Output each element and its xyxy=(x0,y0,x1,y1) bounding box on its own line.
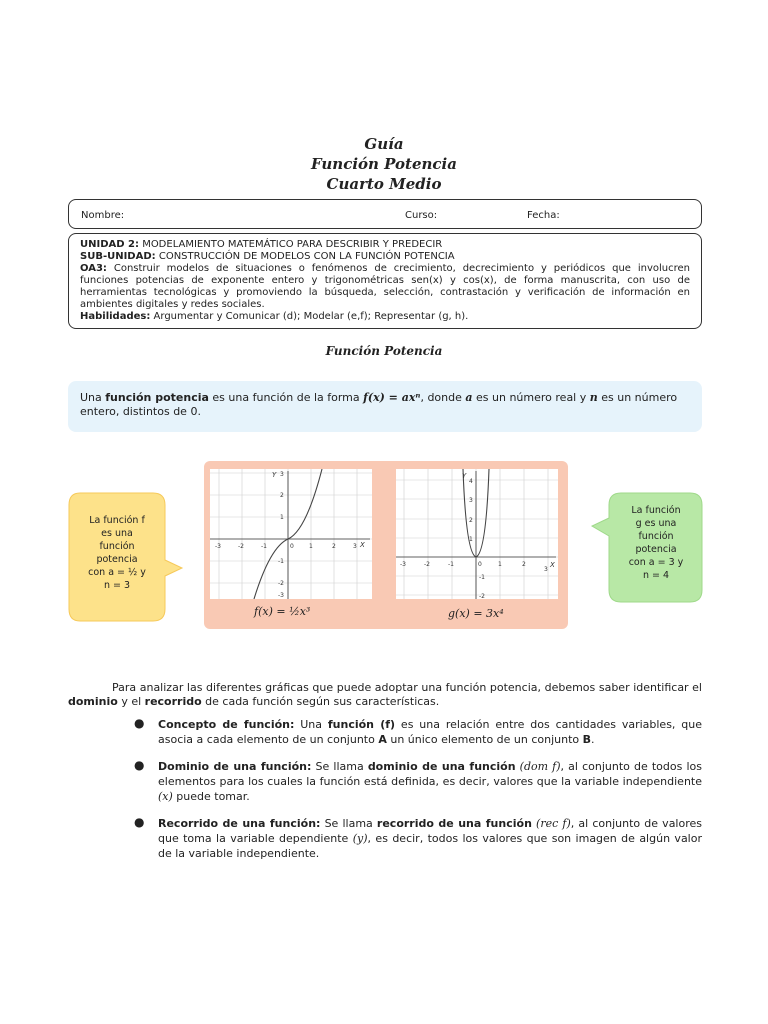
bullet-text: Se llama xyxy=(320,817,377,830)
bullet-label: Dominio de una función: xyxy=(158,760,312,773)
graph-g-xtick: 2 xyxy=(522,561,526,568)
graph-f-ytick: 1 xyxy=(280,514,284,521)
graph-f-plot xyxy=(210,469,372,599)
bullet-math: (y) xyxy=(352,832,368,845)
intro-text: Para analizar las diferentes gráficas que puede adoptar una función potencia, debemos saber identificar el xyxy=(112,681,702,694)
bullet-text: Una xyxy=(294,718,328,731)
subunidad-text: CONSTRUCCIÓN DE MODELOS CON LA FUNCIÓN POTENCIA xyxy=(158,251,455,262)
bullet-text: un único elemento de un conjunto xyxy=(386,733,583,746)
intro-paragraph xyxy=(68,681,702,709)
bullet-bold: dominio de una función xyxy=(367,760,516,773)
graph-f-xtick: 0 xyxy=(290,543,294,550)
graph-f-xtick: 1 xyxy=(309,543,313,550)
bullet-bold: recorrido de una función xyxy=(376,817,532,830)
graph-g-xtick: 0 xyxy=(478,561,482,568)
bullet-text: , al conjunto de valores que toma la variable dependiente xyxy=(158,817,702,845)
bullet-concepto xyxy=(158,717,702,747)
graph-g-plot xyxy=(396,469,558,599)
graph-f xyxy=(210,469,372,599)
bubble-left xyxy=(70,494,164,620)
graph-f-ytick: 3 xyxy=(280,471,284,478)
bubble-left-line: potencia xyxy=(96,554,138,565)
graph-g-xtick: 1 xyxy=(498,561,502,568)
graph-g-xlabel: X xyxy=(550,561,555,569)
graph-g-ytick: -2 xyxy=(479,593,485,599)
graph-f-caption: f(x) = ½x³ xyxy=(254,605,311,618)
guide-level: Cuarto Medio xyxy=(326,175,442,193)
bullet-bold: B xyxy=(582,733,592,746)
bubble-left-line: n = 3 xyxy=(103,580,131,591)
graph-g xyxy=(396,469,558,599)
bubble-right-line: n = 4 xyxy=(642,570,670,581)
bullet-text: , es decir, todos los valores que son imagen de algún valor de la variable independiente. xyxy=(158,832,702,860)
intro-bold: dominio xyxy=(68,695,118,708)
guide-title: Guía xyxy=(364,135,404,153)
intro-bold: recorrido xyxy=(144,695,202,708)
graph-f-xtick: 2 xyxy=(332,543,336,550)
graph-g-ytick: 2 xyxy=(469,517,473,524)
graph-g-xtick: -2 xyxy=(424,561,430,568)
habilidades-label: Habilidades: xyxy=(80,311,151,322)
unidad-label: UNIDAD 2: xyxy=(80,239,139,250)
bullet-text: es una relación entre dos cantidades variables, que asocia a cada elemento de un conjunto xyxy=(158,718,703,746)
bullet-recorrido xyxy=(158,816,702,861)
graph-g-ytick: -1 xyxy=(479,574,485,581)
def-text: Una xyxy=(80,391,106,404)
intro-text: y el xyxy=(117,695,145,708)
bullet-math: (rec f) xyxy=(531,817,571,830)
bubble-right-line: potencia xyxy=(635,544,677,555)
bullet-dot: ● xyxy=(134,815,145,829)
graph-g-xtick: 3 xyxy=(544,566,548,573)
definition-box xyxy=(68,381,702,432)
bubble-right-line: g es una xyxy=(635,518,677,529)
graph-f-ytick: 2 xyxy=(280,492,284,499)
bullet-bold: A xyxy=(378,733,387,746)
graph-f-ylabel: Y xyxy=(272,471,277,479)
def-formula: f(x) = axⁿ xyxy=(363,391,421,404)
bullet-text: puede tomar. xyxy=(172,790,250,803)
graph-f-xlabel: X xyxy=(360,541,365,549)
def-text: , donde xyxy=(420,391,466,404)
bullet-dot: ● xyxy=(134,716,145,730)
oa-label: OA3: xyxy=(80,263,107,274)
bubble-right-line: función xyxy=(638,531,674,542)
unit-info-box xyxy=(68,233,702,329)
bubble-right xyxy=(612,494,700,600)
graph-f-ytick: -1 xyxy=(278,558,284,565)
graph-g-ytick: 4 xyxy=(469,478,473,485)
bullet-text: . xyxy=(591,733,595,746)
curso-field[interactable]: Curso: xyxy=(405,210,438,221)
subunidad-label: SUB-UNIDAD: xyxy=(80,251,156,262)
intro-text: de cada función según sus características. xyxy=(201,695,440,708)
unidad-text: MODELAMIENTO MATEMÁTICO PARA DESCRIBIR Y PREDECIR xyxy=(142,239,443,250)
def-text: es una función de la forma xyxy=(208,391,364,404)
bubble-left-line: función xyxy=(99,541,135,552)
graph-f-xtick: -3 xyxy=(215,543,221,550)
def-text: es un número entero, distintos de 0. xyxy=(80,391,678,418)
bullet-dot: ● xyxy=(134,758,145,772)
section-title: Función Potencia xyxy=(325,344,443,358)
bullet-label: Recorrido de una función: xyxy=(158,817,321,830)
bullet-bold: función (f) xyxy=(327,718,396,731)
bubble-left-line: La función f xyxy=(89,515,145,526)
student-info-box xyxy=(68,199,702,229)
graph-f-xtick: -2 xyxy=(238,543,244,550)
def-var-n: n xyxy=(589,391,598,404)
bubble-right-line: La función xyxy=(631,505,681,516)
bullet-text: , al conjunto de todos los elementos para los cuales la función está definida, es decir, valores que la variable independiente xyxy=(158,760,702,788)
graph-g-ytick: 3 xyxy=(469,497,473,504)
def-text: es un número real y xyxy=(472,391,590,404)
bullet-math: (x) xyxy=(158,790,173,803)
bullet-math: (dom f) xyxy=(515,760,561,773)
bullet-text: Se llama xyxy=(311,760,368,773)
nombre-field[interactable]: Nombre: xyxy=(81,210,125,221)
graph-g-caption: g(x) = 3x⁴ xyxy=(448,607,504,620)
bullet-label: Concepto de función: xyxy=(158,718,295,731)
def-var-a: a xyxy=(465,391,473,404)
graph-g-ytick: 1 xyxy=(469,536,473,543)
bubble-left-line: es una xyxy=(101,528,133,539)
graph-f-ytick: -3 xyxy=(278,592,284,599)
guide-subject: Función Potencia xyxy=(311,155,457,173)
fecha-field[interactable]: Fecha: xyxy=(527,210,560,221)
bubble-right-line: con a = 3 y xyxy=(628,557,684,568)
def-term: función potencia xyxy=(105,391,209,404)
bubble-left-line: con a = ½ y xyxy=(88,567,146,578)
graph-f-xtick: 3 xyxy=(353,543,357,550)
graph-g-xtick: -1 xyxy=(448,561,454,568)
habilidades-text: Argumentar y Comunicar (d); Modelar (e,f); Representar (g, h). xyxy=(153,311,469,322)
bullet-dominio xyxy=(158,759,702,804)
graphs-panel xyxy=(204,461,568,629)
graph-f-ytick: -2 xyxy=(278,580,284,587)
graph-g-ylabel: Y xyxy=(462,472,467,480)
graph-g-xtick: -3 xyxy=(400,561,406,568)
graph-f-xtick: -1 xyxy=(261,543,267,550)
oa-text: Construir modelos de situaciones o fenómenos de crecimiento, decrecimiento y periódicos que involucren funciones potencias de exponente entero y trigonométricas sen(x) y cos(x), de forma manuscrita, con uso de herramientas tecnológicas y promoviendo la búsqueda, selección, contrastación y verificación de información en ambientes digitales y redes sociales. xyxy=(80,263,690,310)
